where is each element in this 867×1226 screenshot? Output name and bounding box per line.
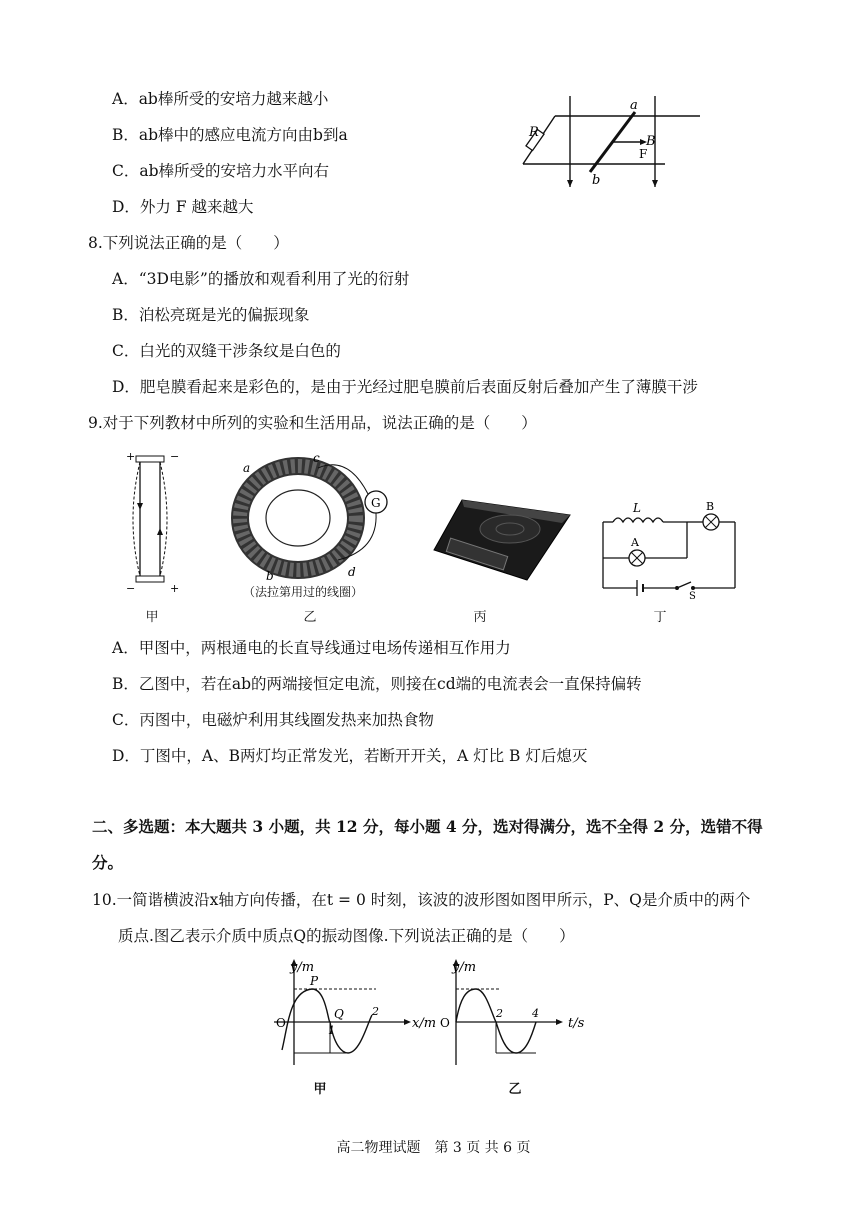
circuit-label-s: S [689, 591, 696, 600]
q9-caption-yi-note: （法拉第用过的线圈） [242, 585, 363, 599]
q9-caption-ding: 丁 [653, 610, 667, 625]
q7-label-b: b [592, 173, 601, 188]
q9-stem: 9.对于下列教材中所列的实验和生活用品，说法正确的是（ ） [88, 414, 537, 432]
q8-option-d: D．肥皂膜看起来是彩色的，是由于光经过肥皂膜前后表面反射后叠加产生了薄膜干涉 [112, 378, 698, 396]
circuit-label-a: A [631, 536, 639, 549]
q9-figure-bing [432, 495, 572, 585]
circuit-label-l: L [633, 501, 641, 515]
q8-option-a: A．“3D电影”的播放和观看利用了光的衍射 [112, 270, 410, 288]
q10-caption-yi: 乙 [508, 1082, 522, 1097]
yi-tick-4: 4 [532, 1007, 539, 1020]
jia-tick-1: 1 [328, 1024, 335, 1037]
q9-caption-jia: 甲 [145, 610, 159, 625]
galvanometer-g: G [371, 496, 381, 510]
q7-label-r: R [529, 125, 539, 140]
yi-tick-2: 2 [496, 1007, 503, 1020]
q9-option-b: B．乙图中，若在ab的两端接恒定电流，则接在cd端的电流表会一直保持偏转 [112, 675, 642, 693]
jia-xlabel: x/m [412, 1016, 437, 1031]
yi-origin: O [440, 1016, 450, 1030]
page-footer: 高二物理试题 第 3 页 共 6 页 [336, 1140, 531, 1156]
q10-stem-line2: 质点.图乙表示介质中质点Q的振动图像.下列说法正确的是（ ） [118, 927, 575, 945]
q7-option-c: C．ab棒所受的安培力水平向右 [112, 162, 330, 180]
q7-label-field: B [646, 134, 656, 149]
jia-label-p: P [310, 974, 319, 988]
q9-option-d: D．丁图中，A、B两灯均正常发光，若断开开关，A 灯比 B 灯后熄灭 [112, 747, 588, 765]
svg-text:−: − [170, 450, 180, 463]
q9-caption-yi: 乙 [303, 610, 317, 625]
q9-option-a: A．甲图中，两根通电的长直导线通过电场传递相互作用力 [112, 639, 511, 657]
q7-rail-figure [515, 92, 705, 192]
q9-caption-bing: 丙 [473, 610, 487, 625]
coil-label-d: d [348, 565, 356, 579]
q8-option-c: C．白光的双缝干涉条纹是白色的 [112, 342, 341, 360]
q7-label-a: a [630, 98, 638, 113]
jia-tick-2: 2 [372, 1005, 379, 1018]
jia-label-q: Q [334, 1007, 344, 1021]
svg-text:+: + [170, 582, 180, 595]
coil-label-a: a [243, 461, 251, 475]
jia-ylabel: y/m [290, 960, 315, 975]
coil-label-c: c [313, 451, 320, 465]
jia-origin: O [276, 1016, 286, 1030]
q10-wave-graph-jia [268, 955, 443, 1075]
svg-text:−: − [126, 582, 136, 595]
q10-stem-line1: 10.一简谐横波沿x轴方向传播，在t = 0 时刻，该波的波形图如图甲所示，P、Q是介质中的两个 [92, 891, 751, 909]
yi-ylabel: y/m [452, 960, 477, 975]
circuit-label-b: B [706, 500, 715, 513]
q10-caption-jia: 甲 [313, 1082, 327, 1097]
section2-heading-line2: 分。 [92, 853, 124, 872]
q9-figure-jia [122, 450, 182, 600]
q7-label-force: F [639, 147, 648, 161]
q8-option-b: B．泊松亮斑是光的偏振现象 [112, 306, 310, 324]
q9-option-c: C．丙图中，电磁炉利用其线圈发热来加热食物 [112, 711, 434, 729]
coil-label-b: b [266, 569, 274, 583]
section2-heading-line1: 二、多选题：本大题共 3 小题，共 12 分，每小题 4 分，选对得满分，选不全得 2 分，选错不得 [92, 817, 763, 836]
q9-figure-ding [595, 500, 745, 600]
q7-option-d: D．外力 F 越来越大 [112, 198, 254, 216]
q9-figure-yi [228, 450, 403, 585]
yi-xlabel: t/s [568, 1016, 585, 1031]
svg-text:+: + [126, 450, 136, 463]
q7-option-b: B．ab棒中的感应电流方向由b到a [112, 126, 348, 144]
q8-stem: 8.下列说法正确的是（ ） [88, 234, 289, 252]
q7-option-a: A．ab棒所受的安培力越来越小 [112, 90, 329, 108]
q10-wave-graph-yi [440, 955, 590, 1075]
